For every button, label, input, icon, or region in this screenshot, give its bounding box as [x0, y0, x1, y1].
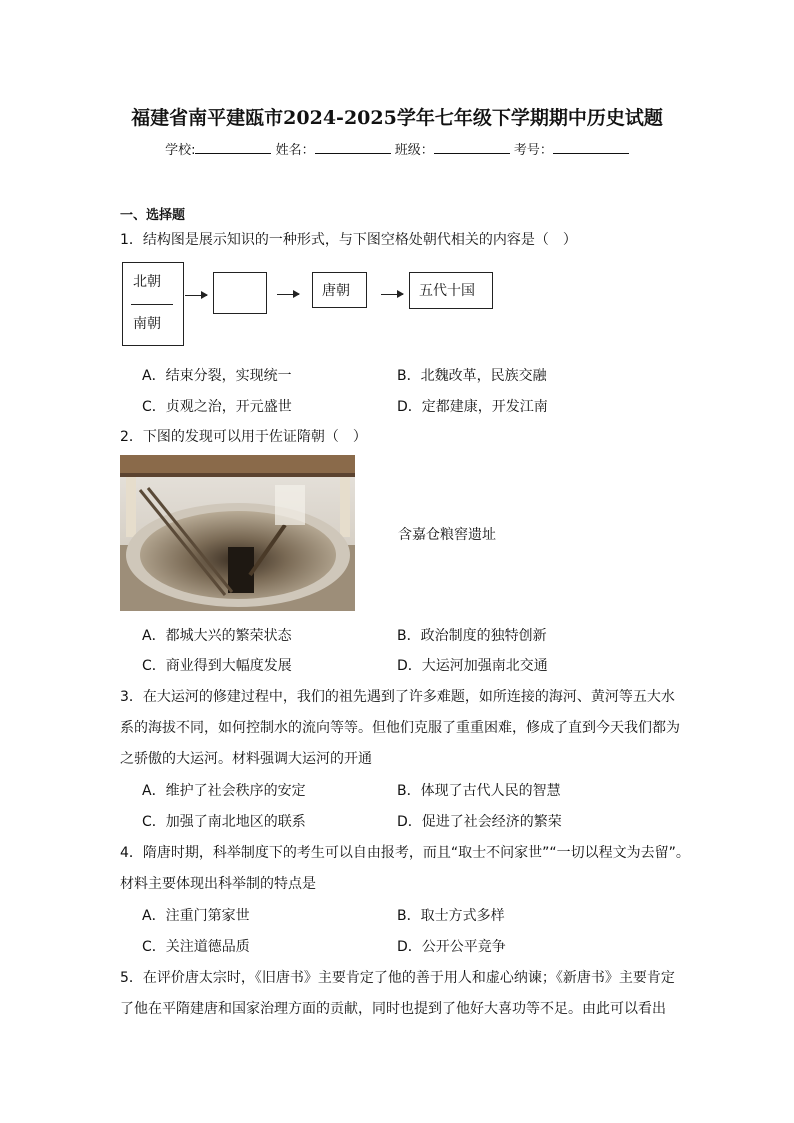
- class-blank: [434, 140, 510, 154]
- q3-option-a: A．维护了社会秩序的安定: [142, 783, 306, 799]
- granary-caption: 含嘉仓粮窖遗址: [398, 527, 496, 543]
- q5-stem-line-2: 了他在平隋建唐和国家治理方面的贡献，同时也提到了他好大喜功等不足。由此可以看出: [120, 1001, 666, 1017]
- school-label: 学校:: [165, 143, 196, 158]
- q4-option-c: C．关注道德品质: [142, 939, 250, 955]
- q1-option-a: A．结束分裂，实现统一: [142, 368, 292, 384]
- diagram-box-tang: [312, 272, 367, 308]
- diagram-box3: 唐朝: [322, 283, 350, 299]
- q3-option-b: B．体现了古代人民的智慧: [397, 783, 561, 799]
- name-label: 姓名：: [275, 143, 315, 158]
- diagram-divider: [131, 304, 173, 305]
- diagram-box1-top: 北朝: [133, 274, 161, 290]
- student-info-row: [0, 139, 794, 158]
- diagram-arrow-2: [277, 294, 299, 295]
- diagram-box-north-south: [122, 262, 184, 346]
- school-blank: [195, 140, 271, 154]
- diagram-box-five-dynasties: [409, 272, 493, 309]
- q3-option-d: D．促进了社会经济的繁荣: [397, 814, 562, 830]
- q2-option-b: B．政治制度的独特创新: [397, 628, 547, 644]
- number-label: 考号：: [513, 143, 553, 158]
- q4-stem-line-1: 4．隋唐时期，科举制度下的考生可以自由报考，而且“取士不问家世”“一切以程文为去留”。: [120, 845, 690, 861]
- diagram-box1-bottom: 南朝: [133, 316, 161, 332]
- diagram-arrow-1: [185, 295, 207, 296]
- q4-option-d: D．公开公平竞争: [397, 939, 506, 955]
- q1-option-c: C．贞观之治，开元盛世: [142, 399, 292, 415]
- number-blank: [553, 140, 629, 154]
- granary-pit-image: [120, 455, 355, 611]
- name-blank: [315, 140, 391, 154]
- section-title: 一、选择题: [120, 208, 186, 223]
- page-title: 福建省南平建瓯市2024-2025学年七年级下学期期中历史试题: [131, 107, 663, 129]
- granary-pit-photo: [120, 455, 355, 611]
- q1-option-b: B．北魏改革，民族交融: [397, 368, 547, 384]
- q3-stem-line-3: 之骄傲的大运河。材料强调大运河的开通: [120, 751, 372, 767]
- q4-option-b: B．取士方式多样: [397, 908, 505, 924]
- q2-option-c: C．商业得到大幅度发展: [142, 658, 292, 674]
- q4-option-a: A．注重门第家世: [142, 908, 250, 924]
- q1-stem: 1．结构图是展示知识的一种形式，与下图空格处朝代相关的内容是（ ）: [120, 232, 577, 248]
- diagram-box4: 五代十国: [419, 283, 475, 299]
- q4-stem-line-2: 材料主要体现出科举制的特点是: [120, 876, 316, 892]
- q5-stem-line-1: 5．在评价唐太宗时，《旧唐书》主要肯定了他的善于用人和虚心纳谏；《新唐书》主要肯定: [120, 970, 675, 986]
- q3-option-c: C．加强了南北地区的联系: [142, 814, 306, 830]
- class-label: 班级：: [394, 143, 434, 158]
- q1-option-d: D．定都建康，开发江南: [397, 399, 548, 415]
- diagram-box-blank: [213, 272, 267, 314]
- q2-option-a: A．都城大兴的繁荣状态: [142, 628, 292, 644]
- q3-stem-line-2: 系的海拔不同，如何控制水的流向等等。但他们克服了重重困难，修成了直到今天我们都为: [120, 720, 680, 736]
- q2-option-d: D．大运河加强南北交通: [397, 658, 548, 674]
- diagram-arrow-3: [381, 294, 403, 295]
- q2-stem: 2．下图的发现可以用于佐证隋朝（ ）: [120, 429, 367, 445]
- q3-stem-line-1: 3．在大运河的修建过程中，我们的祖先遇到了许多难题，如所连接的海河、黄河等五大水: [120, 689, 675, 705]
